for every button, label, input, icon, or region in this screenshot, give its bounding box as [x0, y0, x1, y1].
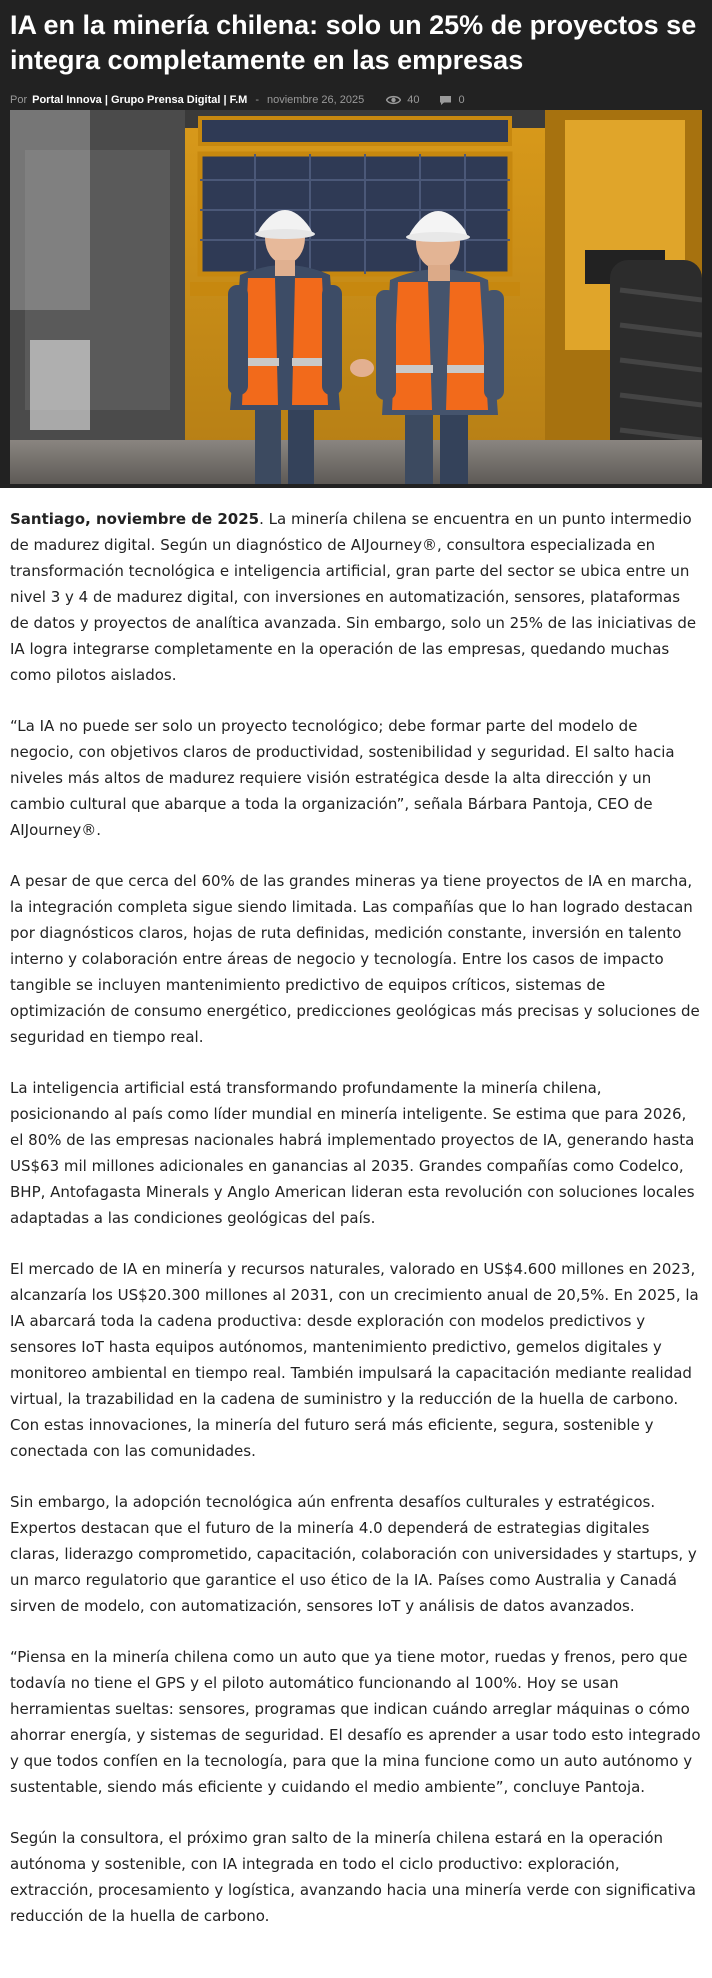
article-title: IA en la minería chilena: solo un 25% de proyectos se integra completamente en las empresas: [10, 10, 697, 75]
lead-text: . La minería chilena se encuentra en un punto intermedio de madurez digital. Según un diagnóstico de AIJourney®, consultora especializada en transformación tecnológica e inteligencia artificial, gran parte del sector se ubica entre un nivel 3 y 4 de madurez digital, con inversiones en automatización, sensores, plataformas de datos y proyectos de analítica avanzada. Sin embargo, solo un 25% de las iniciativas de IA logra integrarse completamente en la operación de las empresas, quedando muchas como pilotos aislados.: [10, 510, 697, 684]
article-header: [0, 0, 712, 488]
eye-icon: [386, 95, 401, 105]
paragraph-challenges: Sin embargo, la adopción tecnológica aún enfrenta desafíos culturales y estratégicos. Expertos destacan que el futuro de la minería 4.0 dependerá de estrategias digitales claras, liderazgo comprometido, capacitación, colaboración con universidades y startups, y un marco regulatorio que garantice el uso ético de la IA. Países como Australia y Canadá sirven de modelo, con automatización, sensores IoT y análisis de datos avanzados.: [10, 1493, 697, 1615]
comments-count[interactable]: [439, 94, 464, 106]
paragraph-conclusion: Según la consultora, el próximo gran salto de la minería chilena estará en la operación autónoma y sostenible, con IA integrada en todo el ciclo productivo: exploración, extracción, procesamiento y logística, avanzando hacia una minería verde con significativa reducción de la huella de carbono.: [10, 1829, 696, 1925]
views-count: [386, 94, 419, 106]
paragraph-market: El mercado de IA en minería y recursos naturales, valorado en US$4.600 millones en 2023, alcanzaría los US$20.300 millones al 2031, con un crecimiento anual de 20,5%. En 2025, la IA abarcará toda la cadena productiva: desde exploración con modelos predictivos y sensores IoT hasta equipos autónomos, mantenimiento predictivo, gemelos digitales y monitoreo ambiental en tiempo real. También impulsará la capacitación mediante realidad virtual, la trazabilidad en la cadena de suministro y la reducción de la huella de carbono. Con estas innovaciones, la minería del futuro será más eficiente, segura, sostenible y conectada con las comunidades.: [10, 1260, 699, 1460]
publish-date: noviembre 26, 2025: [266, 94, 365, 106]
article-meta: [10, 90, 702, 110]
article-body: [0, 488, 712, 1929]
lead-dateline: Santiago, noviembre de 2025: [10, 510, 260, 528]
featured-image: [10, 110, 702, 484]
byline-label: Por: [10, 94, 28, 106]
views-value: 40: [407, 94, 420, 106]
comments-value: 0: [458, 94, 465, 106]
paragraph-transformation: La inteligencia artificial está transformando profundamente la minería chilena, posicionando al país como líder mundial en minería inteligente. Se estima que para 2026, el 80% de las empresas nacionales habrá implementado proyectos de IA, generando hasta US$63 mil millones adicionales en ganancias al 2035. Grandes compañías como Codelco, BHP, Antofagasta Minerals y Anglo American lideran esta revolución con soluciones locales adaptadas a las condiciones geológicas del país.: [10, 1079, 695, 1227]
meta-separator: -: [255, 94, 259, 106]
paragraph-quote-2: “Piensa en la minería chilena como un auto que ya tiene motor, ruedas y frenos, pero que todavía no tiene el GPS y el piloto automático funcionando al 100%. Hoy se usan herramientas sueltas: sensores, programas que indican cuándo arreglar máquinas o cómo ahorrar energía, y sistemas de seguridad. El desafío es aprender a usar todo esto integrado y que todos confíen en la tecnología, para que la mina funcione como un auto autónomo y sustentable, siendo más eficiente y cuidando el medio ambiente”, concluye Pantoja.: [10, 1648, 701, 1796]
paragraph-quote-1: “La IA no puede ser solo un proyecto tecnológico; debe formar parte del modelo de negocio, con objetivos claros de productividad, sostenibilidad y seguridad. El salto hacia niveles más altos de madurez requiere visión estratégica desde la alta dirección y un cambio cultural que abarque a toda la organización”, señala Bárbara Pantoja, CEO de AIJourney®.: [10, 717, 675, 839]
lead-paragraph: [10, 506, 702, 688]
author-link[interactable]: Portal Innova | Grupo Prensa Digital | F.M: [32, 94, 248, 106]
comment-icon: [439, 95, 452, 106]
miners-photo: [10, 110, 702, 484]
paragraph-adoption: A pesar de que cerca del 60% de las grandes mineras ya tiene proyectos de IA en marcha, la integración completa sigue siendo limitada. Las compañías que lo han logrado destacan por diagnósticos claros, hojas de ruta definidas, medición constante, inversión en talento interno y colaboración entre áreas de negocio y tecnología. Entre los casos de impacto tangible se incluyen mantenimiento predictivo de equipos críticos, sistemas de optimización de consumo energético, predicciones geológicas más precisas y soluciones de seguridad en tiempo real.: [10, 872, 700, 1046]
